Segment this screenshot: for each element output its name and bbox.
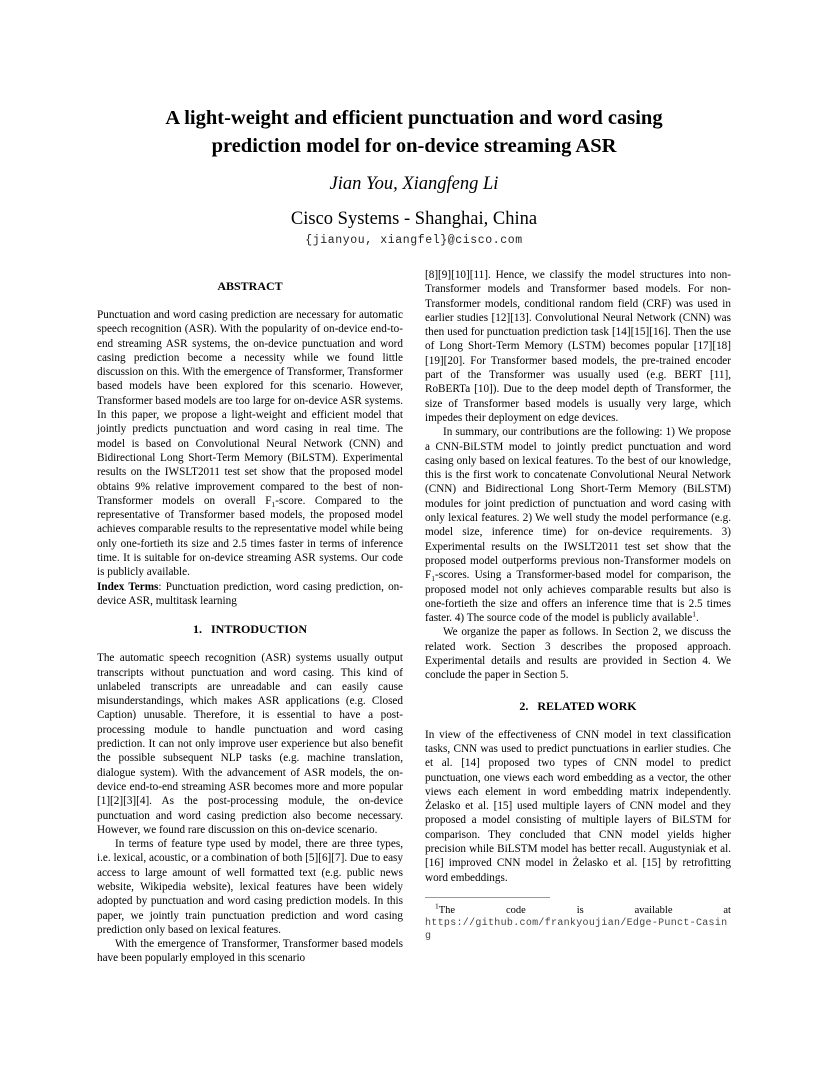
intro-paragraph-4: In summary, our contributions are the following: 1) We propose a CNN-BiLSTM model to jointly predict punctuation and word casing only based on lexical features. To the best of our knowledge, this is the first work to concatenate Convolutional Neural Network (CNN) and Bidirectional Long Short-Term Memory (BiLSTM) modules for joint prediction of punctuation and word casing with only lexical features. 2) We well study the model performance (e.g. model size, inference time) for on-device requirements. 3) Experimental results on the IWSLT2011 test set show that the proposed model outperforms previous non-Transformer models on $F_1$-scores. Using a Transformer-based model for comparison, the proposed model not only achieves comparable results but also is one-fortieth the size and offers an inference time that is 2.5 times faster. 4) The source code of the model is publicly available$^1$. [425, 426, 731, 625]
footnote-url[interactable]: https://github.com/frankyoujian/Edge-Punct-Casing [425, 917, 728, 942]
related-work-heading: 2. RELATED WORK [519, 698, 637, 713]
index-terms-label: Index Terms [97, 580, 159, 593]
related-work-paragraph-1: In view of the effectiveness of CNN model in text classification tasks, CNN was used to predict punctuations in earlier studies. Che et al. [14] proposed two types of CNN model to predict punctuation, one views each word embedding as a vector, the other views each element in word embedding matrix independently. Żelasko et al. [15] used multiple layers of CNN model and they proposed a model consisting of multiple layers of BiLSTM for comparison. They concluded that CNN model yields higher precision while BiLSTM model has better recall. Augustyniak et al. [16] improved CNN model in Żelasko et al. [15] by retrofitting word embeddings. [425, 728, 731, 884]
authors: Jian You, Xiangfeng Li [329, 174, 499, 194]
index-terms [97, 580, 403, 609]
title-line-1: A light-weight and efficient punctuation and word casing [165, 107, 663, 129]
footnote-mark: 1 [692, 609, 697, 619]
intro-paragraph-2: In terms of feature type used by model, there are three types, i.e. lexical, acoustic, or a combination of both [5][6][7]. Due to easy access to large amount of well formatted text (e.g. public news website, Wikipedia website), lexical features have been widely adopted by punctuation and word casing prediction models. In this paper, we jointly train punctuation prediction and word casing prediction only based on lexical features. [97, 838, 403, 936]
index-terms-text: : Punctuation prediction, word casing prediction, on-device ASR, multitask learning [97, 580, 403, 607]
right-column [425, 268, 731, 943]
email: {jianyou, xiangfel}@cisco.com [305, 234, 523, 247]
intro-paragraph-5: We organize the paper as follows. In Section 2, we discuss the related work. Section 3 describes the proposed approach. Experimental details and results are provided in Section 4. We conclude the paper in Section 5. [425, 626, 731, 682]
intro-heading: 1. INTRODUCTION [192, 622, 307, 637]
left-column [97, 279, 403, 966]
intro-paragraph-3-continued: [8][9][10][11]. Hence, we classify the model structures into non-Transformer models and Transformer based models. For non-Transformer models, conditional random field (CRF) was used in earlier studies [12][13]. Convolutional Neural Network (CNN) was then used for punctuation prediction task [14][15][16]. Then the use of Long Short-Term Memory (LSTM) becomes popular [17][18][19][20]. For Transformer based models, the pre-trained encoder part of the Transformer was usually used (e.g. BERT [11], RoBERTa [10]). Due to the deep model depth of Transformer, the size of Transformer based models is usually very large, which impedes their deployment on edge devices. [425, 269, 731, 424]
abstract-text: Punctuation and word casing prediction are necessary for automatic speech recognition (ASR). With the popularity of on-device end-to-end streaming ASR systems, the on-device punctuation and word casing prediction become a necessity while we found little discussion on this. With the emergence of Transformer, Transformer based models have been explored for this scenario. However, Transformer based models are too large for on-device ASR systems. In this paper, we propose a light-weight and efficient model that jointly predicts punctuation and word casing in real time. The model is based on Convolutional Neural Network (CNN) and Bidirectional Long Short-Term Memory (BiLSTM). Experimental results on the IWSLT2011 test set show that the proposed model obtains 9% relative improvement compared to the best of non-Transformer models on overall $F_1$-score. Compared to the representative of Transformer based models, the proposed model achieves comparable results to the representative model while being only one-fortieth its size and 2.5 times faster in terms of inference time. It is suitable for on-device streaming ASR systems. Our code is publicly available. [97, 309, 403, 579]
footnote-rule [425, 897, 550, 898]
title-line-2: prediction model for on-device streaming ASR [211, 135, 617, 157]
paper-title [0, 104, 828, 160]
affiliation: Cisco Systems - Shanghai, China [290, 209, 538, 229]
intro-paragraph-3: With the emergence of Transformer, Transformer based models have been popularly employed in this scenario [97, 938, 403, 965]
intro-paragraph-1: The automatic speech recognition (ASR) systems usually output transcripts without punctuation and word casing. This kind of unlabeled transcripts are unreadable and can easily cause misunderstandings, which makes ASR applications (e.g. Closed Caption) unusable. Therefore, it is essential to have a post-processing module to handle punctuation and word casing prediction. It can not only improve user experience but also benefit the possible subsequent NLP tasks (e.g. machine translation, dialogue system). With the advancement of ASR models, the on-device end-to-end streaming ASR becomes more and more popular [1][2][3][4]. As the post-processing module, the on-device punctuation and word casing prediction also become necessary. However, we found rare discussion on this on-device scenario. [97, 652, 403, 836]
footnote: $^1$The code is available at https://github.com/frankyoujian/Edge-Punct-Casing [425, 901, 731, 942]
abstract-heading: ABSTRACT [217, 279, 283, 293]
